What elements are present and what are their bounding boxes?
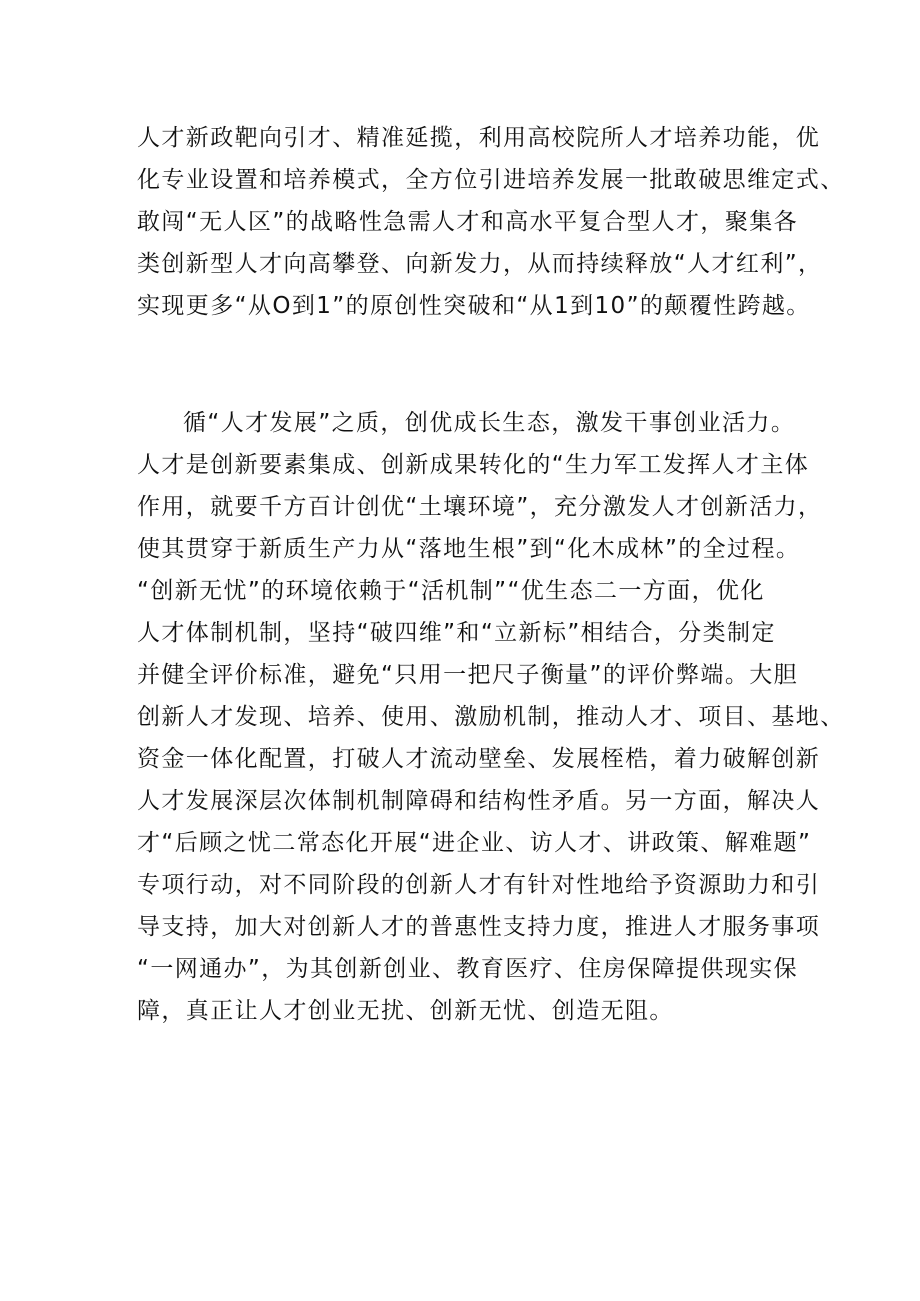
paragraph-line: 化专业设置和培养模式，全方位引进培养发展一批敢破思维定式、 [137, 167, 845, 193]
paragraph-line: 人才新政靶向引才、精准延揽，利用高校院所人才培养功能，优 [137, 125, 821, 151]
paragraph-line: 类创新型人才向高攀登、向新发力，从而持续释放“人才红利”， [137, 251, 823, 277]
paragraph-line: 人才体制机制，坚持“破四维”和“立新标”相结合，分类制定 [137, 620, 776, 646]
paragraph-line: 作用，就要千方百计创优“土壤环境”，充分激发人才创新活力， [137, 494, 823, 520]
paragraph-line: 敢闯“无人区”的战略性急需人才和高水平复合型人才，聚集各 [137, 209, 799, 235]
paragraph-line: 使其贯穿于新质生产力从“落地生根”到“化木成林”的全过程。 [137, 536, 801, 562]
paragraph-1 [137, 117, 845, 327]
paragraph-line: 人才是创新要素集成、创新成果转化的“生力军工发挥人才主体 [137, 452, 810, 478]
paragraph-first-line: 循“人才发展”之质，创优成长生态，激发干事创业活力。 [183, 410, 796, 436]
paragraph-line: “创新无忧”的环境依赖于“活机制”“优生态二一方面，优化 [137, 578, 765, 604]
paragraph-line: 专项行动，对不同阶段的创新人才有针对性地给予资源助力和引 [137, 872, 821, 898]
paragraph-2 [137, 402, 845, 1032]
paragraph-line: 导支持，加大对创新人才的普惠性支持力度，推进人才服务事项 [137, 914, 821, 940]
paragraph-line: 实现更多“从O到1”的原创性突破和“从1到10”的颠覆性跨越。 [137, 293, 811, 319]
paragraph-line: 并健全评价标准，避免“只用一把尺子衡量”的评价弊端。大胆 [137, 662, 799, 688]
paragraph-line: 人才发展深层次体制机制障碍和结构性矛盾。另一方面，解决人 [137, 788, 821, 814]
paragraph-line: 资金一体化配置，打破人才流动壁垒、发展桎梏，着力破解创新 [137, 746, 821, 772]
paragraph-line: 才“后顾之忧二常态化开展“进企业、访人才、讲政策、解难题” [137, 830, 812, 856]
paragraph-line: 障，真正让人才创业无扰、创新无忧、创造无阻。 [137, 998, 674, 1024]
paragraph-line: 创新人才发现、培养、使用、激励机制，推动人才、项目、基地、 [137, 704, 845, 730]
paragraph-line: “一网通办”，为其创新创业、教育医疗、住房保障提供现实保 [137, 956, 799, 982]
